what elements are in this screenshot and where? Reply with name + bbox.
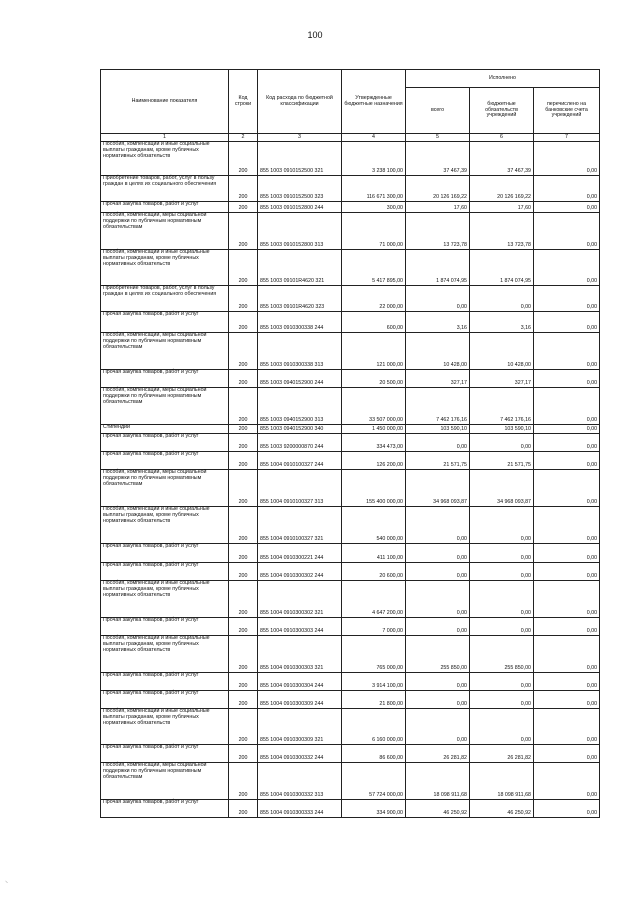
table-row <box>101 250 600 286</box>
row-expense-code: 855 1004 0910100327 244 <box>258 452 342 470</box>
row-expense-code: 855 1004 0910300302 244 <box>258 563 342 581</box>
row-line-code: 200 <box>229 312 258 333</box>
row-line-code: 200 <box>229 673 258 691</box>
row-expense-code: 855 1004 0910300304 244 <box>258 673 342 691</box>
row-transferred: 0,00 <box>534 581 600 618</box>
table-row <box>101 470 600 507</box>
column-index: 7 <box>534 134 600 142</box>
row-budget-obligations: 21 571,75 <box>470 452 534 470</box>
row-line-code: 200 <box>229 370 258 388</box>
table-row <box>101 691 600 709</box>
table-row <box>101 636 600 673</box>
row-line-code: 200 <box>229 202 258 213</box>
row-expense-code: 855 1004 0910300332 244 <box>258 745 342 763</box>
row-expense-code: 855 1004 0910100327 313 <box>258 470 342 507</box>
row-transferred: 0,00 <box>534 142 600 176</box>
row-approved: 411 100,00 <box>342 544 406 563</box>
row-budget-obligations: 0,00 <box>470 507 534 544</box>
header-budget-obligations: бюджетные обязательств учреждений <box>470 88 534 134</box>
row-executed-total: 0,00 <box>406 434 470 452</box>
row-expense-code: 855 1003 9200000870 244 <box>258 434 342 452</box>
row-approved: 4 647 200,00 <box>342 581 406 618</box>
row-name: Пособия, компенсации и иные социальные выплаты гражданам, кроме публичных нормативных обязательств <box>101 250 229 286</box>
row-expense-code: 855 1004 0910300303 244 <box>258 618 342 636</box>
row-executed-total: 37 467,39 <box>406 142 470 176</box>
row-budget-obligations: 10 428,00 <box>470 333 534 370</box>
row-budget-obligations: 34 968 093,87 <box>470 470 534 507</box>
row-budget-obligations: 0,00 <box>470 434 534 452</box>
row-line-code: 200 <box>229 452 258 470</box>
header-approved: Утвержденные бюджетные назначения <box>342 70 406 134</box>
row-executed-total: 46 250,92 <box>406 800 470 818</box>
row-budget-obligations: 0,00 <box>470 286 534 312</box>
table-row <box>101 370 600 388</box>
row-expense-code: 855 1004 0910300332 313 <box>258 763 342 800</box>
table-row <box>101 388 600 425</box>
row-executed-total: 0,00 <box>406 581 470 618</box>
row-transferred: 0,00 <box>534 563 600 581</box>
row-approved: 7 000,00 <box>342 618 406 636</box>
row-expense-code: 855 1003 0910152800 313 <box>258 213 342 250</box>
table-row <box>101 213 600 250</box>
row-transferred: 0,00 <box>534 636 600 673</box>
table-row <box>101 312 600 333</box>
row-budget-obligations: 13 723,78 <box>470 213 534 250</box>
row-approved: 116 671 300,00 <box>342 176 406 202</box>
row-transferred: 0,00 <box>534 800 600 818</box>
row-line-code: 200 <box>229 581 258 618</box>
row-name: Пособия, компенсации и иные социальные выплаты гражданам, кроме публичных нормативных обязательств <box>101 709 229 745</box>
row-expense-code: 855 1003 0940152900 313 <box>258 388 342 425</box>
row-executed-total: 3,16 <box>406 312 470 333</box>
row-name: Прочая закупка товаров, работ и услуг <box>101 544 229 563</box>
table-row <box>101 142 600 176</box>
table-row <box>101 709 600 745</box>
row-line-code: 200 <box>229 176 258 202</box>
row-budget-obligations: 0,00 <box>470 673 534 691</box>
row-transferred: 0,00 <box>534 286 600 312</box>
row-name: Приобретение товаров, работ, услуг в пользу граждан в целях их социального обеспечения <box>101 286 229 312</box>
row-name: Пособия, компенсации, меры социальной поддержки по публичным нормативным обязательствам <box>101 763 229 800</box>
row-transferred: 0,00 <box>534 709 600 745</box>
row-line-code: 200 <box>229 618 258 636</box>
table-body <box>101 142 600 818</box>
row-line-code: 200 <box>229 709 258 745</box>
row-transferred: 0,00 <box>534 691 600 709</box>
row-budget-obligations: 0,00 <box>470 691 534 709</box>
row-name: Прочая закупка товаров, работ и услуг <box>101 691 229 709</box>
row-budget-obligations: 0,00 <box>470 618 534 636</box>
row-transferred: 0,00 <box>534 470 600 507</box>
row-name: Пособия, компенсации, меры социальной поддержки по публичным нормативным обязательствам <box>101 470 229 507</box>
row-line-code: 200 <box>229 691 258 709</box>
row-executed-total: 13 723,78 <box>406 213 470 250</box>
column-index: 6 <box>470 134 534 142</box>
header-expense-code: Код расхода по бюджетной классификации <box>258 70 342 134</box>
row-name: Прочая закупка товаров, работ и услуг <box>101 800 229 818</box>
row-budget-obligations: 7 462 176,16 <box>470 388 534 425</box>
row-budget-obligations: 20 126 169,22 <box>470 176 534 202</box>
row-line-code: 200 <box>229 286 258 312</box>
row-executed-total: 0,00 <box>406 673 470 691</box>
row-executed-total: 17,60 <box>406 202 470 213</box>
row-transferred: 0,00 <box>534 333 600 370</box>
row-approved: 3 914 100,00 <box>342 673 406 691</box>
row-budget-obligations: 17,60 <box>470 202 534 213</box>
row-executed-total: 0,00 <box>406 691 470 709</box>
row-expense-code: 855 1003 0910152500 323 <box>258 176 342 202</box>
row-budget-obligations: 37 467,39 <box>470 142 534 176</box>
row-executed-total: 10 428,00 <box>406 333 470 370</box>
table-row <box>101 202 600 213</box>
row-transferred: 0,00 <box>534 176 600 202</box>
row-line-code: 200 <box>229 425 258 434</box>
row-expense-code: 855 1004 0910300221 244 <box>258 544 342 563</box>
row-budget-obligations: 0,00 <box>470 581 534 618</box>
row-executed-total: 21 571,75 <box>406 452 470 470</box>
row-name: Приобретение товаров, работ, услуг в пользу граждан в целях их социального обеспечения <box>101 176 229 202</box>
table-row <box>101 800 600 818</box>
row-executed-total: 0,00 <box>406 709 470 745</box>
row-budget-obligations: 26 281,82 <box>470 745 534 763</box>
row-approved: 22 000,00 <box>342 286 406 312</box>
table-row <box>101 507 600 544</box>
header-line-code: Код строки <box>229 70 258 134</box>
row-approved: 334 473,00 <box>342 434 406 452</box>
row-transferred: 0,00 <box>534 618 600 636</box>
row-executed-total: 7 462 176,16 <box>406 388 470 425</box>
table-row <box>101 286 600 312</box>
row-executed-total: 103 590,10 <box>406 425 470 434</box>
row-budget-obligations: 18 098 911,68 <box>470 763 534 800</box>
row-line-code: 200 <box>229 763 258 800</box>
row-approved: 20 600,00 <box>342 563 406 581</box>
row-transferred: 0,00 <box>534 673 600 691</box>
row-approved: 540 000,00 <box>342 507 406 544</box>
row-approved: 33 507 000,00 <box>342 388 406 425</box>
row-name: Пособия, компенсации и иные социальные выплаты гражданам, кроме публичных нормативных обязательств <box>101 636 229 673</box>
column-index: 2 <box>229 134 258 142</box>
row-name: Пособия, компенсации и иные социальные выплаты гражданам, кроме публичных нормативных обязательств <box>101 507 229 544</box>
row-approved: 334 900,00 <box>342 800 406 818</box>
row-approved: 71 000,00 <box>342 213 406 250</box>
row-budget-obligations: 46 250,92 <box>470 800 534 818</box>
table-row <box>101 581 600 618</box>
row-name: Прочая закупка товаров, работ и услуг <box>101 202 229 213</box>
row-line-code: 200 <box>229 470 258 507</box>
row-approved: 300,00 <box>342 202 406 213</box>
row-name: Прочая закупка товаров, работ и услуг <box>101 370 229 388</box>
row-executed-total: 0,00 <box>406 507 470 544</box>
table-row <box>101 673 600 691</box>
row-approved: 765 000,00 <box>342 636 406 673</box>
row-approved: 3 238 100,00 <box>342 142 406 176</box>
row-name: Прочая закупка товаров, работ и услуг <box>101 312 229 333</box>
row-executed-total: 327,17 <box>406 370 470 388</box>
row-approved: 86 600,00 <box>342 745 406 763</box>
row-expense-code: 855 1004 0910300309 244 <box>258 691 342 709</box>
table-row <box>101 452 600 470</box>
row-approved: 21 800,00 <box>342 691 406 709</box>
table-row <box>101 763 600 800</box>
row-expense-code: 855 1003 0910300338 313 <box>258 333 342 370</box>
scan-mark: ⸌ <box>5 881 9 887</box>
row-expense-code: 855 1004 0910300309 321 <box>258 709 342 745</box>
row-line-code: 200 <box>229 434 258 452</box>
row-expense-code: 855 1003 0910300338 244 <box>258 312 342 333</box>
row-transferred: 0,00 <box>534 745 600 763</box>
row-line-code: 200 <box>229 544 258 563</box>
row-executed-total: 34 968 093,87 <box>406 470 470 507</box>
row-line-code: 200 <box>229 636 258 673</box>
row-line-code: 200 <box>229 142 258 176</box>
row-name: Прочая закупка товаров, работ и услуг <box>101 563 229 581</box>
row-approved: 6 160 000,00 <box>342 709 406 745</box>
row-budget-obligations: 103 590,10 <box>470 425 534 434</box>
header-total: всего <box>406 88 470 134</box>
row-name: Стипендии <box>101 425 229 434</box>
row-budget-obligations: 0,00 <box>470 563 534 581</box>
row-line-code: 200 <box>229 388 258 425</box>
table-row <box>101 176 600 202</box>
row-executed-total: 20 126 169,22 <box>406 176 470 202</box>
header-transferred: перечислено на банковские счета учреждений <box>534 88 600 134</box>
row-approved: 5 417 895,00 <box>342 250 406 286</box>
row-transferred: 0,00 <box>534 544 600 563</box>
row-transferred: 0,00 <box>534 425 600 434</box>
row-budget-obligations: 0,00 <box>470 544 534 563</box>
row-name: Пособия, компенсации, меры социальной поддержки по публичным нормативным обязательствам <box>101 388 229 425</box>
table-row <box>101 618 600 636</box>
budget-execution-table <box>100 69 600 818</box>
row-name: Пособия, компенсации и иные социальные выплаты гражданам, кроме публичных нормативных обязательств <box>101 142 229 176</box>
row-name: Прочая закупка товаров, работ и услуг <box>101 452 229 470</box>
row-approved: 1 450 000,00 <box>342 425 406 434</box>
row-name: Прочая закупка товаров, работ и услуг <box>101 673 229 691</box>
column-index: 3 <box>258 134 342 142</box>
row-name: Прочая закупка товаров, работ и услуг <box>101 618 229 636</box>
row-name: Прочая закупка товаров, работ и услуг <box>101 745 229 763</box>
row-transferred: 0,00 <box>534 388 600 425</box>
row-budget-obligations: 1 874 074,95 <box>470 250 534 286</box>
row-expense-code: 855 1003 0910152800 244 <box>258 202 342 213</box>
row-expense-code: 855 1004 0910300302 321 <box>258 581 342 618</box>
row-budget-obligations: 327,17 <box>470 370 534 388</box>
table-row <box>101 563 600 581</box>
row-expense-code: 855 1004 0910300303 321 <box>258 636 342 673</box>
row-line-code: 200 <box>229 800 258 818</box>
row-transferred: 0,00 <box>534 763 600 800</box>
table-row <box>101 745 600 763</box>
row-expense-code: 855 1004 0910300333 244 <box>258 800 342 818</box>
row-expense-code: 855 1003 09101R4620 321 <box>258 250 342 286</box>
row-line-code: 200 <box>229 250 258 286</box>
row-transferred: 0,00 <box>534 250 600 286</box>
row-line-code: 200 <box>229 507 258 544</box>
row-expense-code: 855 1004 0910100327 321 <box>258 507 342 544</box>
row-expense-code: 855 1003 0910152500 321 <box>258 142 342 176</box>
row-transferred: 0,00 <box>534 312 600 333</box>
row-line-code: 200 <box>229 563 258 581</box>
row-approved: 20 500,00 <box>342 370 406 388</box>
table-row <box>101 434 600 452</box>
row-executed-total: 0,00 <box>406 544 470 563</box>
row-name: Пособия, компенсации и иные социальные выплаты гражданам, кроме публичных нормативных обязательств <box>101 581 229 618</box>
row-name: Пособия, компенсации, меры социальной поддержки по публичным нормативным обязательствам <box>101 333 229 370</box>
row-expense-code: 855 1003 0940152900 340 <box>258 425 342 434</box>
header-name: Наименование показателя <box>101 70 229 134</box>
row-approved: 126 200,00 <box>342 452 406 470</box>
row-approved: 600,00 <box>342 312 406 333</box>
row-budget-obligations: 255 850,00 <box>470 636 534 673</box>
row-approved: 155 400 000,00 <box>342 470 406 507</box>
row-expense-code: 855 1003 09101R4620 323 <box>258 286 342 312</box>
row-budget-obligations: 0,00 <box>470 709 534 745</box>
row-transferred: 0,00 <box>534 452 600 470</box>
row-expense-code: 855 1003 0940152900 244 <box>258 370 342 388</box>
column-index: 1 <box>101 134 229 142</box>
column-index: 5 <box>406 134 470 142</box>
row-transferred: 0,00 <box>534 370 600 388</box>
row-budget-obligations: 3,16 <box>470 312 534 333</box>
table-row <box>101 333 600 370</box>
column-index: 4 <box>342 134 406 142</box>
row-executed-total: 18 098 911,68 <box>406 763 470 800</box>
row-transferred: 0,00 <box>534 507 600 544</box>
header-executed: Исполнено <box>406 70 600 88</box>
row-line-code: 200 <box>229 745 258 763</box>
row-name: Прочая закупка товаров, работ и услуг <box>101 434 229 452</box>
row-transferred: 0,00 <box>534 202 600 213</box>
row-executed-total: 0,00 <box>406 286 470 312</box>
row-executed-total: 26 281,82 <box>406 745 470 763</box>
table-row <box>101 544 600 563</box>
page-number: 100 <box>307 30 323 40</box>
row-executed-total: 255 850,00 <box>406 636 470 673</box>
row-line-code: 200 <box>229 333 258 370</box>
row-line-code: 200 <box>229 213 258 250</box>
row-name: Пособия, компенсации, меры социальной поддержки по публичным нормативным обязательствам <box>101 213 229 250</box>
row-transferred: 0,00 <box>534 434 600 452</box>
row-executed-total: 0,00 <box>406 618 470 636</box>
row-executed-total: 0,00 <box>406 563 470 581</box>
row-transferred: 0,00 <box>534 213 600 250</box>
row-approved: 121 000,00 <box>342 333 406 370</box>
row-executed-total: 1 874 074,95 <box>406 250 470 286</box>
row-approved: 57 724 000,00 <box>342 763 406 800</box>
